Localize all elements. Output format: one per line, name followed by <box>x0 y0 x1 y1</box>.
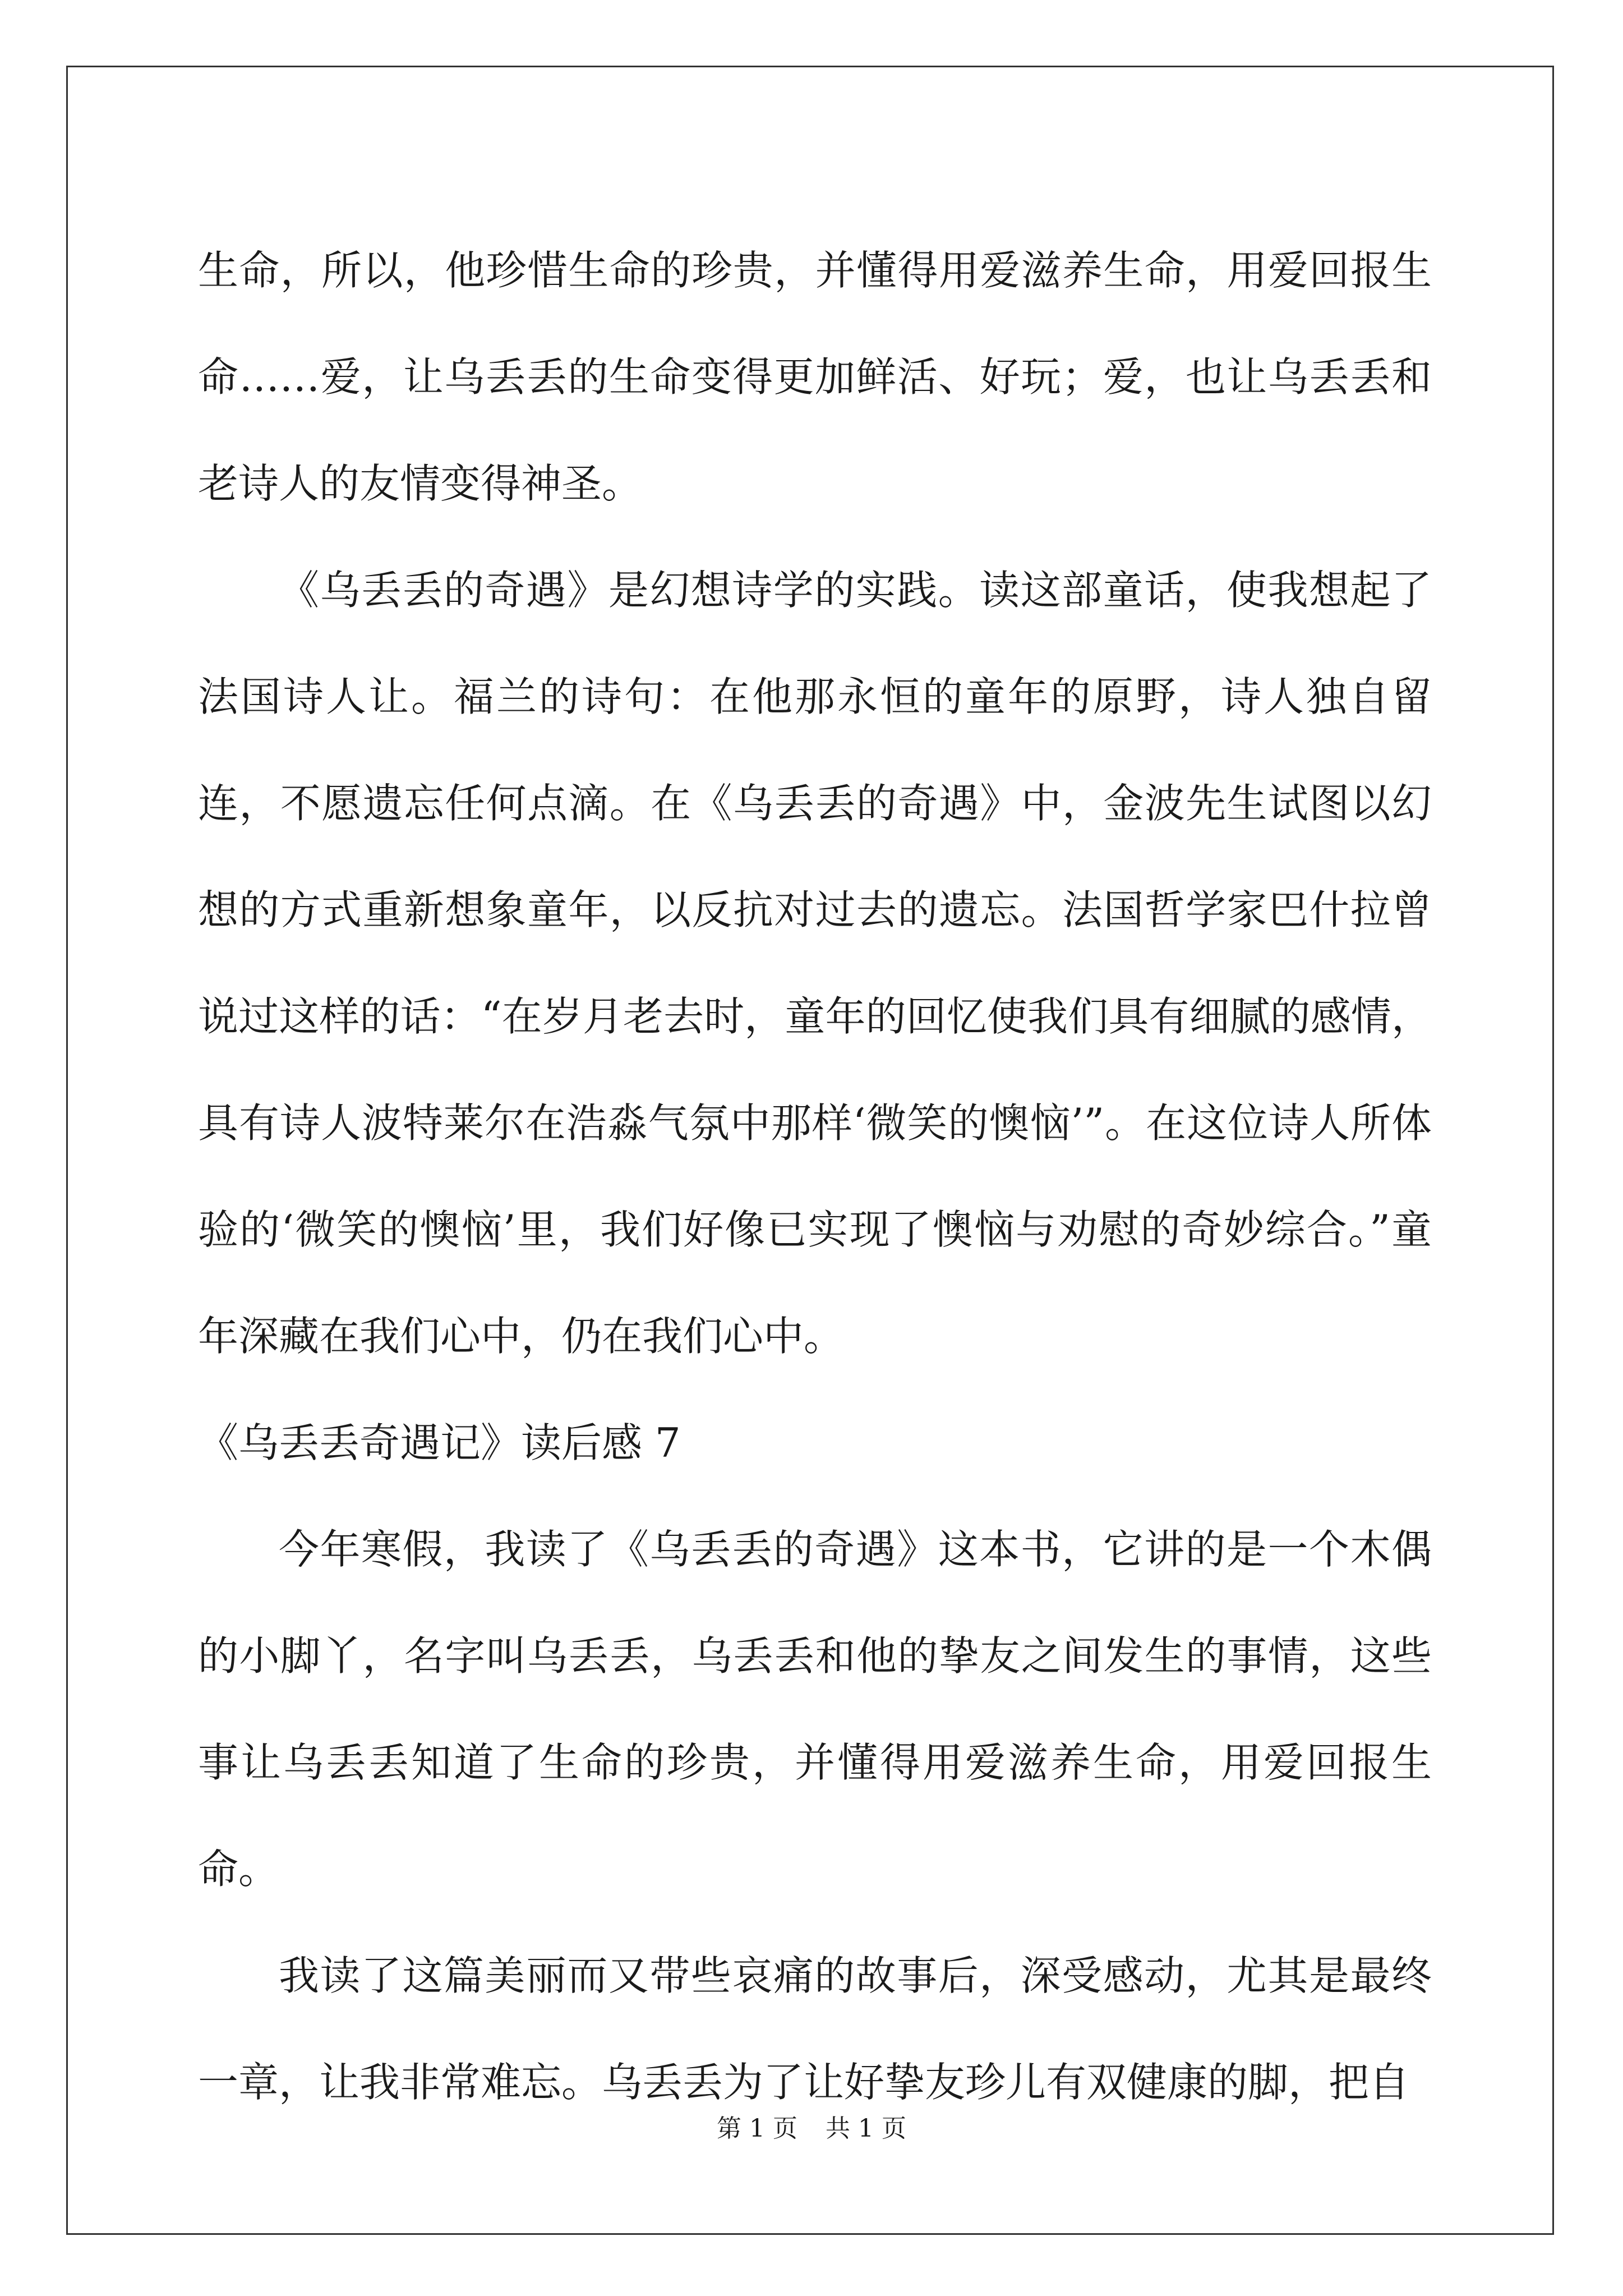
paragraph-3: 今年寒假，我读了《乌丢丢的奇遇》这本书，它讲的是一个木偶的小脚丫，名字叫乌丢丢，乌丢丢和他的挚友之间发生的事情，这些事让乌丢丢知道了生命的珍贵，并懂得用爱滋养生命，用爱回报生命。 <box>198 1526 1432 1893</box>
paragraph-2: 《乌丢丢的奇遇》是幻想诗学的实践。读这部童话，使我想起了法国诗人让。福兰的诗句：在他那永恒的童年的原野，诗人独自留连，不愿遗忘任何点滴。在《乌丢丢的奇遇》中，金波先生试图以幻想的方式重新想象童年，以反抗对过去的遗忘。法国哲学家巴什拉曾说过这样的话：“在岁月老去时，童年的回忆使我们具有细腻的感情，具有诗人波特莱尔在浩淼气氛中那样‘微笑的懊恼’”。在这位诗人所体验的‘微笑的懊恼’里，我们好像已实现了懊恼与劝慰的奇妙综合。”童年深藏在我们心中，仍在我们心中。 <box>198 567 1432 1360</box>
page-footer <box>0 2112 1623 2146</box>
paragraph-1: 生命，所以，他珍惜生命的珍贵，并懂得用爱滋养生命，用爱回报生命……爱，让乌丢丢的生命变得更加鲜活、好玩；爱，也让乌丢丢和老诗人的友情变得神圣。 <box>198 247 1432 507</box>
section-heading: 《乌丢丢奇遇记》读后感 7 <box>198 1419 681 1466</box>
document-body <box>198 217 1432 2136</box>
paragraph-4: 我读了这篇美丽而又带些哀痛的故事后，深受感动，尤其是最终一章，让我非常难忘。乌丢丢为了让好挚友珍儿有双健康的脚，把自 <box>198 1952 1432 2106</box>
page-total: 共 1 页 <box>826 2114 906 2143</box>
page-number: 第 1 页 <box>717 2114 797 2143</box>
